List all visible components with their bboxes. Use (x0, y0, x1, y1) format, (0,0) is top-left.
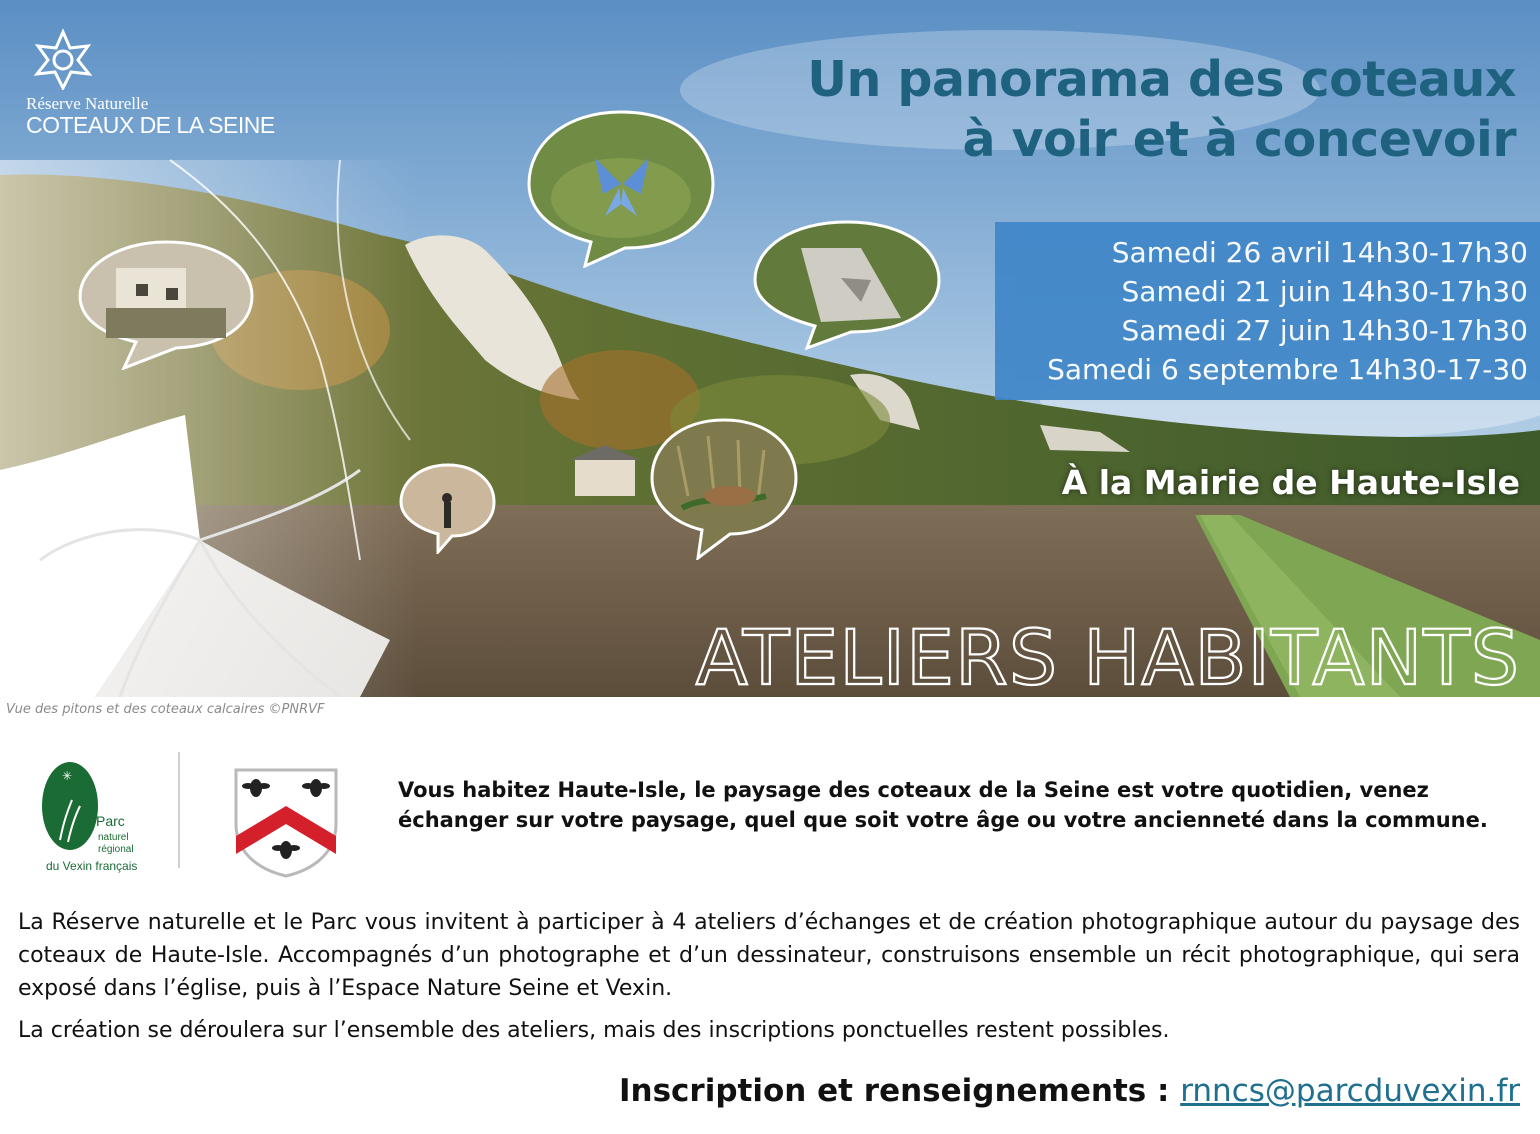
logo-line-1: Réserve Naturelle (26, 94, 149, 113)
date-row-3: Samedi 27 juin 14h30-17h30 (1121, 314, 1528, 347)
contact-line (619, 1073, 1520, 1109)
pnr-logo-line-2: naturel (98, 832, 129, 843)
note-paragraph: La création se déroulera sur l’ensemble des ateliers, mais des inscriptions ponctuelles restent possibles. (18, 1018, 1170, 1043)
haute-isle-coat-of-arms (232, 766, 340, 878)
date-row-1: Samedi 26 avril 14h30-17h30 (1111, 236, 1528, 269)
pnr-logo-line-3: régional (98, 844, 134, 855)
contact-label: Inscription et renseignements : (619, 1073, 1170, 1109)
bubble-snake (648, 416, 800, 560)
contact-email-link[interactable]: rnncs@parcduvexin.fr (1180, 1073, 1520, 1109)
title-line-1: Un panorama des coteaux (807, 51, 1516, 108)
description-paragraph: La Réserve naturelle et le Parc vous invitent à participer à 4 ateliers d’échanges et de création photographique autour du paysage des coteaux de Haute-Isle. Accompagnés d’un photographe et d’un dessinateur, construisons ensemble un récit photographique, qui sera exposé dans l’église, puis à l’Espace Nature Seine et Vexin. (18, 910, 1520, 1001)
logo-line-2: COTEAUX DE LA SEINE (26, 112, 275, 138)
pnr-logo-line-4: du Vexin français (46, 859, 138, 873)
intro-text: Vous habitez Haute-Isle, le paysage des coteaux de la Seine est votre quotidien, venez échanger sur votre paysage, quel que soit votre âge ou votre ancienneté dans la commune. (398, 778, 1488, 832)
title-line-2: à voir et à concevoir (962, 111, 1516, 168)
bubble-cliff-houses (76, 238, 256, 370)
reserve-logo (24, 28, 284, 138)
date-row-2: Samedi 21 juin 14h30-17h30 (1121, 275, 1528, 308)
dates-box (995, 222, 1540, 400)
banner-text: ATELIERS HABITANTS (695, 613, 1520, 696)
pnr-logo-graphic (40, 760, 140, 876)
bubble-walker (398, 462, 496, 554)
event-location: À la Mairie de Haute-Isle (1061, 463, 1520, 502)
svg-text:✳: ✳ (62, 769, 73, 783)
photo-credit: Vue des pitons et des coteaux calcaires ©PNRVF (6, 702, 325, 717)
logo-divider (178, 752, 180, 868)
poster-title (807, 50, 1516, 170)
ateliers-habitants-banner (672, 612, 1532, 696)
date-row-4: Samedi 6 septembre 14h30-17-30 (1047, 353, 1528, 386)
pnr-logo-line-1: Parc (96, 813, 125, 829)
bubble-butterfly (525, 108, 717, 268)
bubble-rock (751, 218, 943, 350)
pnr-vexin-logo (40, 760, 140, 876)
star-logo-icon (32, 28, 94, 90)
